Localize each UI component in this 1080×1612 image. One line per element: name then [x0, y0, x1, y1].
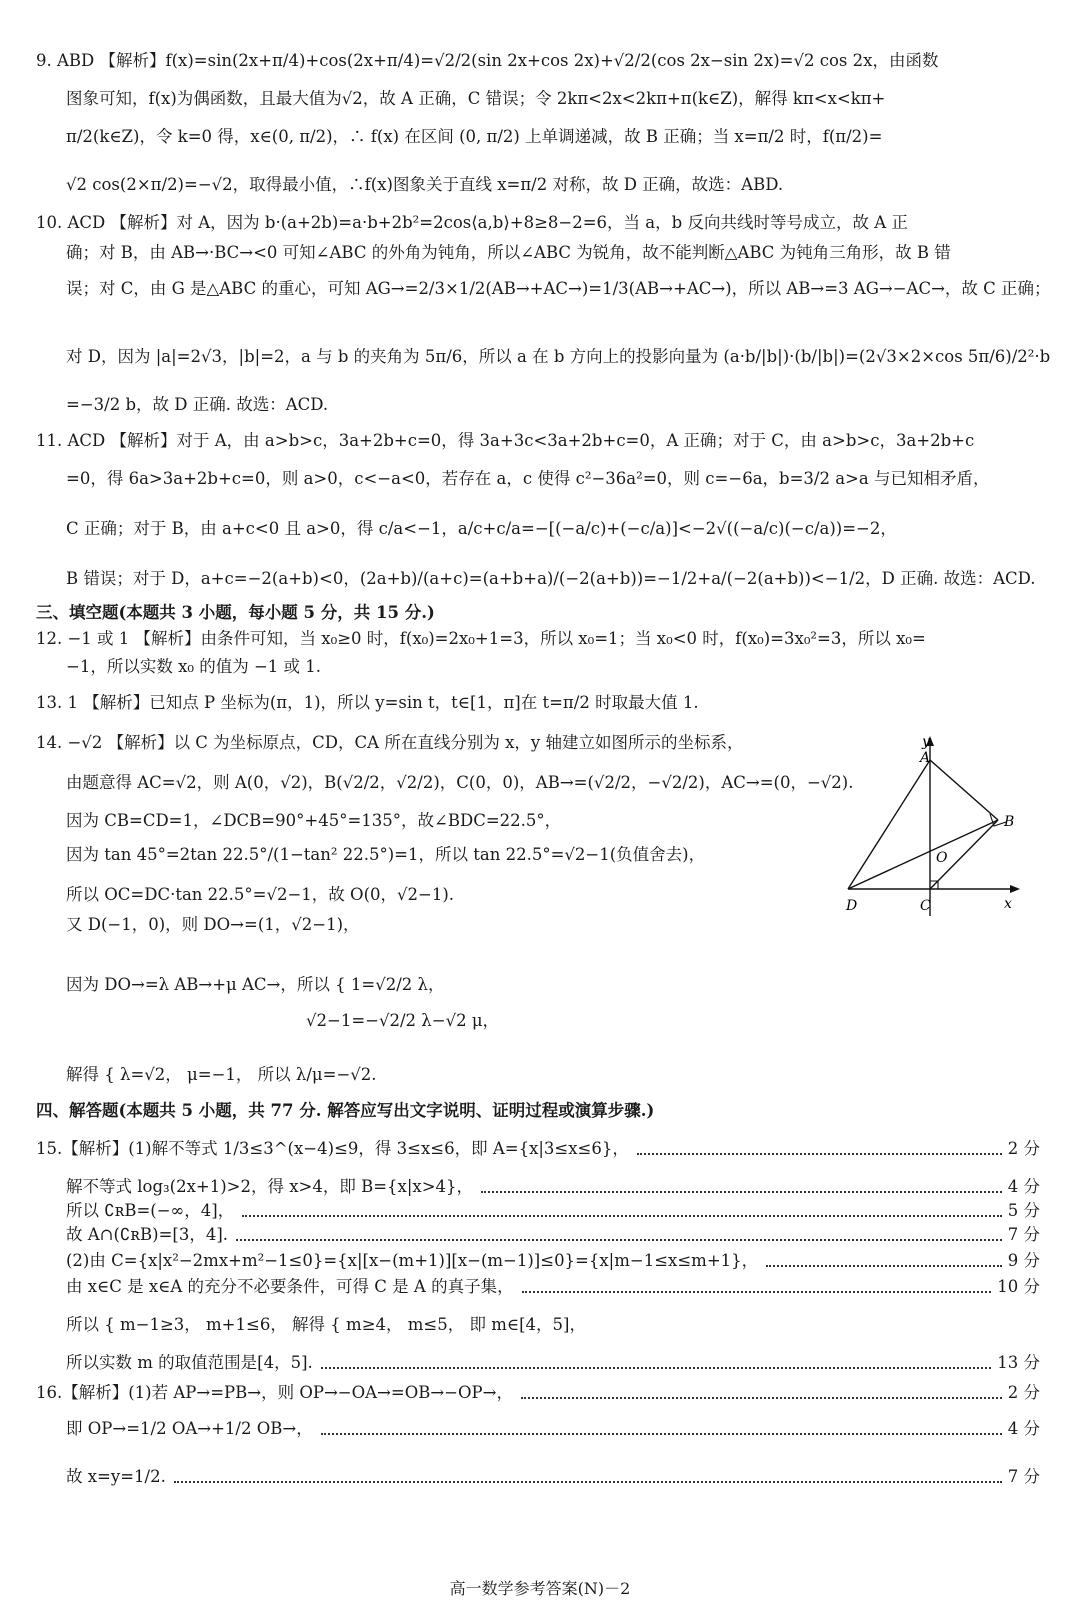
q10-line-4: 对 D，因为 |a|=2√3，|b|=2，a 与 b 的夹角为 5π/6，所以 a 在 b 方向上的投影向量为 (a·b/|b|)·(b/|b|)=(2√3×2×cos 5π/6)/2²·b — [66, 347, 1051, 366]
leader-dots — [236, 1222, 1002, 1241]
leader-dots — [481, 1174, 1002, 1193]
q9-line-1: 9. ABD 【解析】f(x)=sin(2x+π/4)+cos(2x+π/4)=√2/2(sin 2x+cos 2x)+√2/2(cos 2x−sin 2x)=√2 cos 2x，由函数 — [36, 51, 939, 70]
step-points: 13 分 — [997, 1353, 1040, 1372]
segment-AB — [930, 760, 998, 820]
step-text: 所以 ∁ʀB=(−∞，4]， — [66, 1201, 235, 1220]
q12-line-2: −1，所以实数 x₀ 的值为 −1 或 1. — [66, 657, 322, 676]
leader-dots — [242, 1198, 1002, 1217]
q16-step-3 — [66, 1464, 1040, 1490]
q11-line-3: C 正确；对于 B，由 a+c<0 且 a>0，得 c/a<−1，a/c+c/a=−[(−a/c)+(−c/a)]<−2√((−a/c)(−c/a))=−2， — [66, 519, 897, 538]
step-points: 10 分 — [997, 1277, 1040, 1296]
q15-step-7 — [66, 1350, 1040, 1376]
q11-line-4: B 错误；对于 D，a+c=−2(a+b)<0，(2a+b)/(a+c)=(a+b+a)/(−2(a+b))=−1/2+a/(−2(a+b))<−1/2，D 正确. 故选：ACD. — [66, 569, 1036, 588]
q12-line-1: 12. −1 或 1 【解析】由条件可知，当 x₀≥0 时，f(x₀)=2x₀+1=3，所以 x₀=1；当 x₀<0 时，f(x₀)=3x₀²=3，所以 x₀= — [36, 629, 926, 648]
leader-dots — [766, 1248, 1002, 1267]
q15-step-1 — [36, 1136, 1040, 1162]
q14-line-4: 因为 tan 45°=2tan 22.5°/(1−tan² 22.5°)=1，所以 tan 22.5°=√2−1(负值舍去)， — [66, 845, 706, 864]
leader-dots — [637, 1136, 1002, 1155]
q9-line-3: π/2(k∈Z)，令 k=0 得，x∈(0, π/2)，∴ f(x) 在区间 (0, π/2) 上单调递减，故 B 正确；当 x=π/2 时，f(π/2)= — [66, 127, 883, 146]
step-points: 9 分 — [1007, 1251, 1040, 1270]
step-text: 16.【解析】(1)若 AP→=PB→，则 OP→−OA→=OB→−OP→， — [36, 1383, 513, 1402]
q10-line-3: 误；对 C，由 G 是△ABC 的重心，可知 AG→=2/3×1/2(AB→+AC→)=1/3(AB→+AC→)，所以 AB→=3 AG→−AC→，故 C 正确； — [66, 279, 1051, 298]
step-points: 7 分 — [1007, 1225, 1040, 1244]
q11-line-1: 11. ACD 【解析】对于 A，由 a>b>c，3a+2b+c=0，得 3a+3c<3a+2b+c=0，A 正确；对于 C，由 a>b>c，3a+2b+c — [36, 431, 975, 450]
step-points: 7 分 — [1007, 1467, 1040, 1486]
q15-step-4 — [66, 1222, 1040, 1248]
step-points: 2 分 — [1007, 1383, 1040, 1402]
q9-line-4: √2 cos(2×π/2)=−√2，取得最小值，∴f(x)图象关于直线 x=π/2 对称，故 D 正确，故选：ABD. — [66, 175, 784, 194]
q16-step-1 — [36, 1380, 1040, 1406]
q14-line-7: 因为 DO→=λ AB→+μ AC→，所以 { 1=√2/2 λ， — [66, 975, 445, 994]
q15-step-3 — [66, 1198, 1040, 1224]
label-C: C — [920, 898, 931, 914]
step-text: 由 x∈C 是 x∈A 的充分不必要条件，可得 C 是 A 的真子集， — [66, 1277, 514, 1296]
leader-dots — [521, 1380, 1002, 1399]
step-text: 即 OP→=1/2 OA→+1/2 OB→， — [66, 1419, 313, 1438]
q15-step-6 — [66, 1274, 1040, 1300]
q10-line-2: 确；对 B，由 AB→·BC→<0 可知∠ABC 的外角为钝角，所以∠ABC 为锐角，故不能判断△ABC 为钝角三角形，故 B 错 — [66, 243, 951, 262]
page-footer: 高一数学参考答案(N)－2 — [449, 1579, 631, 1598]
step-text: 所以实数 m 的取值范围是[4，5]. — [66, 1353, 313, 1372]
q14-line-5: 所以 OC=DC·tan 22.5°=√2−1，故 O(0，√2−1). — [66, 885, 455, 904]
q15-step-2 — [66, 1174, 1040, 1200]
leader-dots — [522, 1274, 992, 1293]
label-A: A — [920, 750, 931, 766]
q11-line-2: =0，得 6a>3a+2b+c=0，则 a>0，c<−a<0，若存在 a，c 使得 c²−36a²=0，则 c=−6a，b=3/2 a>a 与已知相矛盾， — [66, 469, 990, 488]
q14-line-3: 因为 CB=CD=1，∠DCB=90°+45°=135°，故∠BDC=22.5°， — [66, 811, 562, 830]
leader-dots — [321, 1350, 991, 1369]
q13-line: 13. 1 【解析】已知点 P 坐标为(π，1)，所以 y=sin t，t∈[1，π]在 t=π/2 时取最大值 1. — [36, 693, 699, 712]
q14-line-6: 又 D(−1，0)，则 DO→=(1，√2−1)， — [66, 915, 360, 934]
q10-line-1: 10. ACD 【解析】对 A，因为 b·(a+2b)=a·b+2b²=2cos⟨a,b⟩+8≥8−2=6，当 a，b 反向共线时等号成立，故 A 正 — [36, 213, 908, 232]
step-text: (2)由 C={x|x²−2mx+m²−1≤0}={x|[x−(m+1)][x−(m−1)]≤0}={x|m−1≤x≤m+1}， — [66, 1251, 759, 1270]
q14-line-2: 由题意得 AC=√2，则 A(0，√2)，B(√2/2，√2/2)，C(0，0)，AB→=(√2/2，−√2/2)，AC→=(0，−√2). — [66, 773, 854, 792]
q14-line-9: 解得 { λ=√2， μ=−1， 所以 λ/μ=−√2. — [66, 1065, 377, 1084]
label-D: D — [846, 898, 858, 914]
step-text: 故 A∩(∁ʀB)=[3，4]. — [66, 1225, 229, 1244]
label-B: B — [1004, 814, 1015, 830]
leader-dots — [174, 1464, 1002, 1483]
section-4-heading: 四、解答题(本题共 5 小题，共 77 分. 解答应写出文字说明、证明过程或演算步骤.) — [36, 1101, 655, 1120]
leader-dots — [321, 1416, 1002, 1435]
section-3-heading: 三、填空题(本题共 3 小题，每小题 5 分，共 15 分.) — [36, 603, 435, 622]
step-points: 4 分 — [1007, 1419, 1040, 1438]
q15-system-line: 所以 { m−1≥3， m+1≤6， 解得 { m≥4， m≤5， 即 m∈[4，5]， — [66, 1315, 586, 1334]
q16-step-2 — [66, 1416, 1040, 1442]
x-axis-arrow-icon — [1010, 885, 1020, 893]
q9-line-2: 图象可知，f(x)为偶函数，且最大值为√2，故 A 正确，C 错误；令 2kπ<2x<2kπ+π(k∈Z)，解得 kπ<x<kπ+ — [66, 89, 886, 108]
q10-line-5: =−3/2 b，故 D 正确. 故选：ACD. — [66, 395, 329, 414]
label-y: y — [922, 734, 930, 750]
q14-line-8: √2−1=−√2/2 λ−√2 μ， — [306, 1011, 500, 1030]
step-points: 4 分 — [1007, 1177, 1040, 1196]
step-points: 5 分 — [1007, 1201, 1040, 1220]
label-O: O — [936, 850, 948, 866]
step-text: 解不等式 log₃(2x+1)>2，得 x>4，即 B={x|x>4}， — [66, 1177, 474, 1196]
coordinate-figure — [848, 736, 1028, 922]
step-text: 15.【解析】(1)解不等式 1/3≤3^(x−4)≤9，得 3≤x≤6，即 A={x|3≤x≤6}， — [36, 1139, 629, 1158]
q14-line-1: 14. −√2 【解析】以 C 为坐标原点，CD，CA 所在直线分别为 x，y 轴建立如图所示的坐标系， — [36, 733, 744, 752]
step-points: 2 分 — [1007, 1139, 1040, 1158]
q15-step-5 — [66, 1248, 1040, 1274]
step-text: 故 x=y=1/2. — [66, 1467, 166, 1486]
label-x: x — [1004, 896, 1012, 912]
